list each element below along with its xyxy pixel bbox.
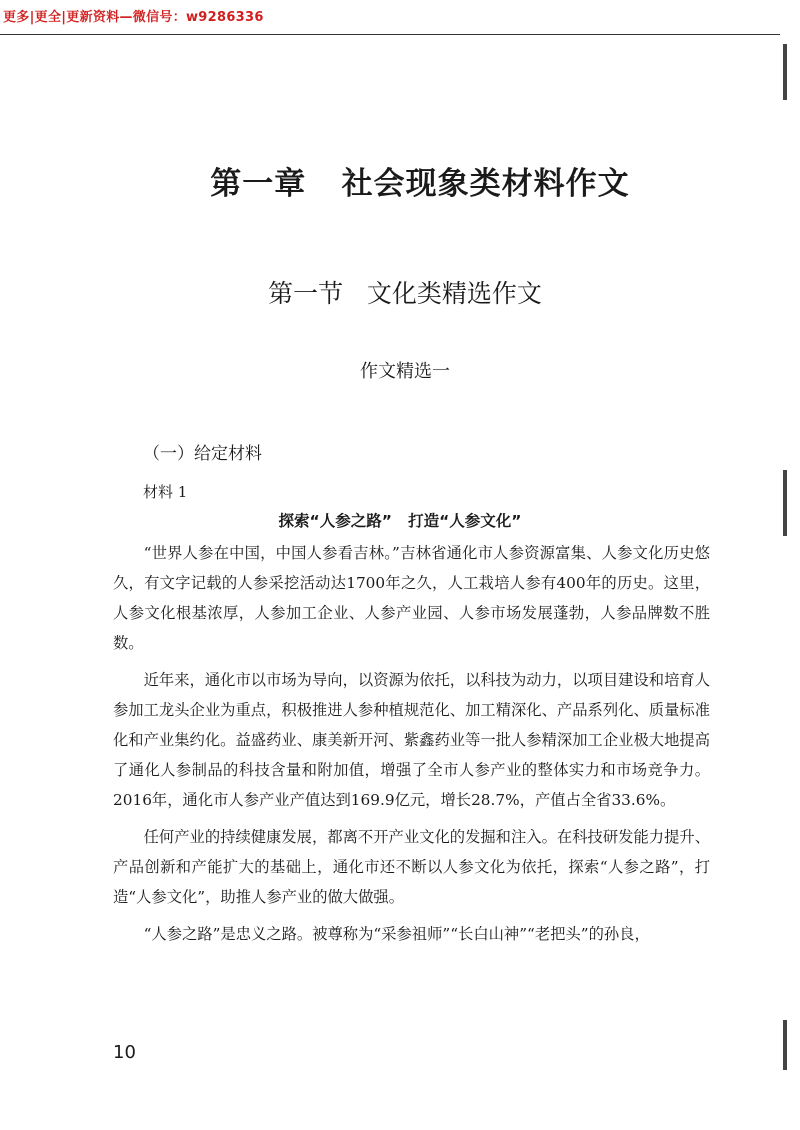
- material-title: 探索“人参之路” 打造“人参文化”: [278, 512, 522, 530]
- page-number: 10: [113, 1042, 136, 1063]
- paragraph: “世界人参在中国，中国人参看吉林。”吉林省通化市人参资源富集、人参文化历史悠久，有文字记载的人参采挖活动达1700年之久，人工栽培人参有400年的历史。这里，人参文化根基浓厚，人参加工企业、人参产业园、人参市场发展蓬勃，人参品牌数不胜数。: [113, 544, 710, 652]
- subsection-heading: （一）给定材料: [143, 444, 262, 464]
- paragraph: 近年来，通化市以市场为导向，以资源为依托，以科技为动力，以项目建设和培育人参加工龙头企业为重点，积极推进人参种植规范化、加工精深化、产品系列化、质量标准化和产业集约化。益盛药业、康美新开河、紫鑫药业等一批人参精深加工企业极大地提高了通化人参制品的科技含量和附加值，增强了全市人参产业的整体实力和市场竞争力。2016年，通化市人参产业产值达到169.9亿元，增长28.7%，产值占全省33.6%。: [113, 671, 710, 809]
- body-text: [113, 538, 710, 956]
- edge-mark: [783, 44, 787, 100]
- watermark: 更多|更全|更新资料—微信号：w9286336: [3, 10, 264, 25]
- paragraph: “人参之路”是忠义之路。被尊称为“采参祖师”“长白山神”“老把头”的孙良，: [143, 925, 650, 943]
- essay-title: 作文精选一: [360, 361, 450, 382]
- paragraph: 任何产业的持续健康发展，都离不开产业文化的发掘和注入。在科技研发能力提升、产品创新和产能扩大的基础上，通化市还不断以人参文化为依托，探索“人参之路”，打造“人参文化”，助推人参产业的做大做强。: [113, 828, 710, 906]
- chapter-title: 第一章 社会现象类材料作文: [210, 166, 630, 202]
- material-label: 材料 1: [143, 483, 188, 501]
- edge-mark: [783, 1020, 787, 1070]
- header-rule: [0, 34, 780, 35]
- section-title: 第一节 文化类精选作文: [268, 279, 542, 308]
